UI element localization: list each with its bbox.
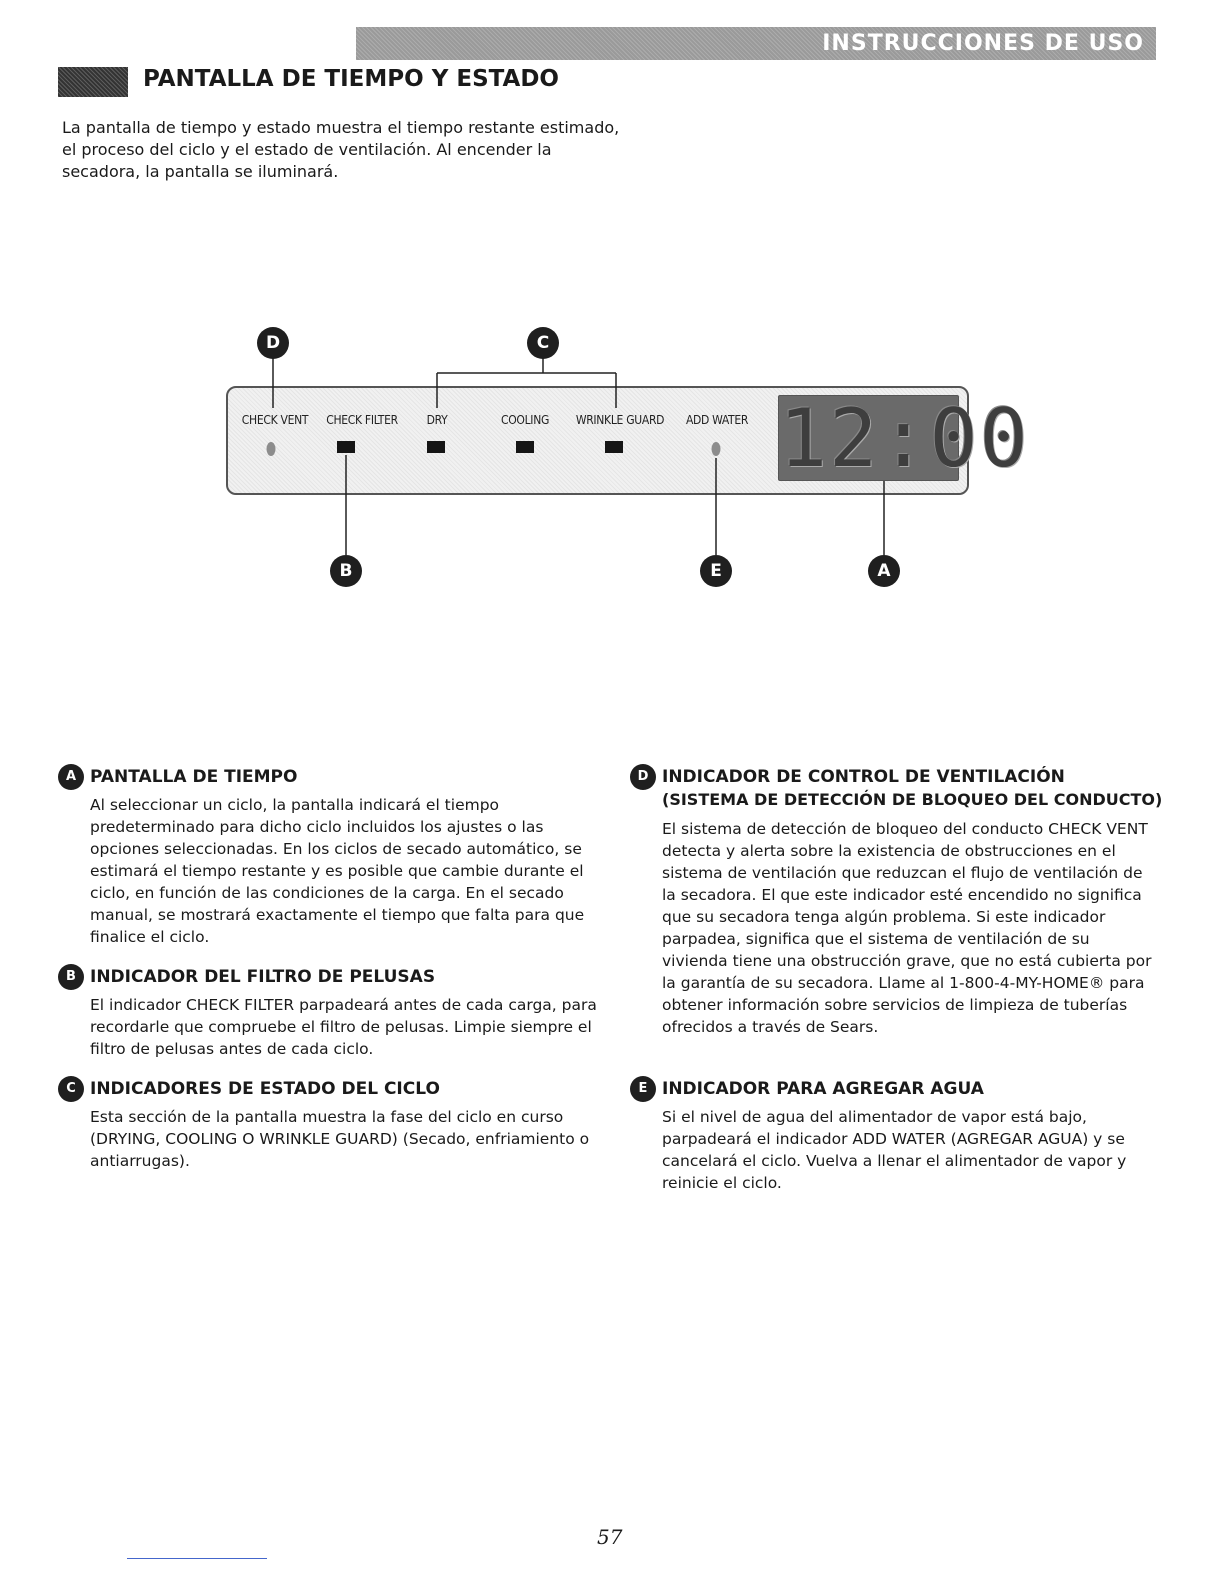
section-filtro-de-pelusas xyxy=(58,964,598,1060)
title-block-decoration xyxy=(58,67,128,97)
callout-lines xyxy=(0,0,1224,700)
section-a-body: Al seleccionar un ciclo, la pantalla indicará el tiempo predeterminado para dicho ciclo incluidos los ajustes o las opciones seleccionadas. En los ciclos de secado automático, se estimará el tiempo restante y es posible que cambie durante el ciclo, en función de las condiciones de la carga. En el secado manual, se mostrará exactamente el tiempo que falta para que finalice el ciclo. xyxy=(90,796,585,946)
check-vent-indicator-light xyxy=(267,442,276,456)
dry-indicator-light xyxy=(427,441,445,453)
section-banner xyxy=(356,27,1156,60)
section-b-icon: B xyxy=(58,964,84,990)
wrinkle-guard-indicator-light xyxy=(605,441,623,453)
callout-b-icon: B xyxy=(330,555,362,587)
page-number: 57 xyxy=(597,1525,623,1549)
section-e-title: INDICADOR PARA AGREGAR AGUA xyxy=(662,1079,984,1099)
section-d-body: El sistema de detección de bloqueo del conducto CHECK VENT detecta y alerta sobre la existencia de obstrucciones en el sistema de ventilación que reduzcan el flujo de ventilación de la secadora. El que este indicador esté encendido no significa que su secadora tenga algún problema. Si este indicador parpadea, significa que el sistema de ventilación de su vivienda tiene una obstrucción grave, que no está cubierta por la garantía de su secadora. Llame al 1-800-4-MY-HOME® para obtener información sobre servicios de limpieza de tuberías ofrecidos a través de Sears. xyxy=(662,820,1152,1036)
section-d-title: INDICADOR DE CONTROL DE VENTILACIÓN xyxy=(662,767,1065,787)
footer-link-line xyxy=(127,1558,267,1559)
callout-e-icon: E xyxy=(700,555,732,587)
section-e-icon: E xyxy=(630,1076,656,1102)
section-e-body: Si el nivel de agua del alimentador de vapor está bajo, parpadeará el indicador ADD WATER (AGREGAR AGUA) y se cancelará el ciclo. Vuelva a llenar el alimentador de vapor y reinicie el ciclo. xyxy=(662,1108,1127,1192)
callout-d-icon: D xyxy=(257,327,289,359)
label-add-water: ADD WATER xyxy=(685,413,749,427)
label-check-filter: CHECK FILTER xyxy=(326,413,398,427)
section-a-title: PANTALLA DE TIEMPO xyxy=(90,767,298,787)
section-a-icon: A xyxy=(58,764,84,790)
intro-paragraph: La pantalla de tiempo y estado muestra el tiempo restante estimado, el proceso del ciclo y el estado de ventilación. Al encender la secadora, la pantalla se iluminará. xyxy=(62,118,620,181)
callout-a-icon: A xyxy=(868,555,900,587)
label-wrinkle-guard: WRINKLE GUARD xyxy=(575,413,665,427)
section-agregar-agua xyxy=(630,1076,1160,1194)
section-d-icon: D xyxy=(630,764,656,790)
label-dry: DRY xyxy=(426,413,448,427)
time-display xyxy=(778,392,1030,485)
add-water-indicator-light xyxy=(712,442,721,456)
banner-text: INSTRUCCIONES DE USO xyxy=(822,31,1144,56)
callout-c-icon: C xyxy=(527,327,559,359)
page-title: PANTALLA DE TIEMPO Y ESTADO xyxy=(143,66,559,92)
section-d-subtitle: (SISTEMA DE DETECCIÓN DE BLOQUEO DEL CONDUCTO) xyxy=(662,790,1163,809)
section-c-title: INDICADORES DE ESTADO DEL CICLO xyxy=(90,1079,440,1099)
time-display-digits: 12:00 xyxy=(779,392,1030,485)
cooling-indicator-light xyxy=(516,441,534,453)
section-b-body: El indicador CHECK FILTER parpadeará antes de cada carga, para recordarle que compruebe el filtro de pelusas. Limpie siempre el filtro de pelusas antes de cada ciclo. xyxy=(90,996,597,1058)
section-c-icon: C xyxy=(58,1076,84,1102)
section-b-title: INDICADOR DEL FILTRO DE PELUSAS xyxy=(90,967,436,987)
label-cooling: COOLING xyxy=(500,413,550,427)
label-check-vent: CHECK VENT xyxy=(241,413,309,427)
section-control-de-ventilacion xyxy=(630,764,1163,1038)
section-pantalla-de-tiempo xyxy=(58,764,598,948)
section-estado-del-ciclo xyxy=(58,1076,598,1172)
check-filter-indicator-light xyxy=(337,441,355,453)
section-c-body: Esta sección de la pantalla muestra la fase del ciclo en curso (DRYING, COOLING O WRINKLE GUARD) (Secado, enfriamiento o antiarrugas). xyxy=(90,1108,590,1170)
